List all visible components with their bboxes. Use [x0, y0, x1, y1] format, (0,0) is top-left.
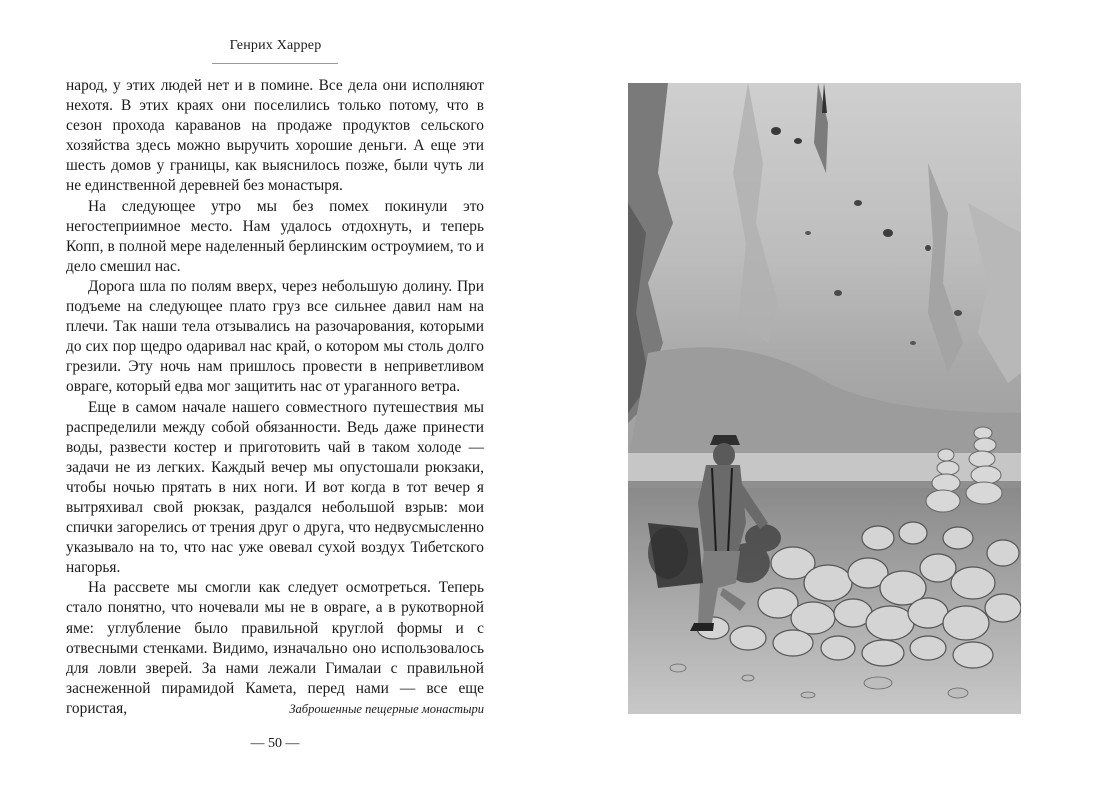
- paragraph: Еще в самом начале нашего совместного путешествия мы распределили между собой обязанности. Ведь даже принести воды, развести костер и приготовить чай в таком холоде — задачи не из легких. Каждый вечер мы опустошали рюкзаки, чтобы ночью прятать в них ноги. И вот когда в тот вечер я вытряхивал свой рюкзак, раздался небольшой взрыв: мои спички загорелись от трения друг о друга, что недвусмысленно указывало на то, что нас уже овевал сухой воздух Тибетского нагорья.: [66, 398, 484, 577]
- body-text: [66, 76, 484, 719]
- photo-caption: Заброшенные пещерные монастыри: [289, 702, 484, 716]
- running-head: Генрих Харрер: [229, 38, 322, 53]
- header-rule: [212, 63, 338, 64]
- photo-illustration: [628, 83, 1021, 714]
- photograph: [628, 83, 1021, 714]
- paragraph: На рассвете мы смогли как следует осмотреться. Теперь стало понятно, что ночевали мы не в овраге, а в рукотворной яме: углубление было правильной круглой формы и с отвесными стенками. Видимо, изначально оно использовалось для ловли зверей. За нами лежали Гималаи с правильной заснеженной пирамидой Камета, перед нами — все еще гористая,: [66, 579, 484, 717]
- page-number: — 50 —: [250, 736, 300, 751]
- paragraph: народ, у этих людей нет и в помине. Все дела они исполняют нехотя. В этих краях они поселились только потому, что в сезон прохода караванов на продаже продуктов сельского хозяйства здесь можно выручить хорошие деньги. А еще эти шесть домов у границы, как выяснилось позже, были чуть ли не единственной деревней без монастыря.: [66, 77, 484, 195]
- paragraph: На следующее утро мы без помех покинули это негостеприимное место. Нам удалось отдохнуть, и теперь Копп, в полной мере наделенный берлинским остроумием, то и дело смешил нас.: [66, 197, 484, 275]
- paragraph: Дорога шла по полям вверх, через небольшую долину. При подъеме на следующее плато груз все сильнее давил нам на плечи. Так наши тела отзывались на разочарования, которыми до сих пор щедро одаривал нас край, о котором мы столь долго грезили. Эту ночь нам пришлось провести в неприветливом овраге, который едва мог защитить нас от ураганного ветра.: [66, 277, 484, 396]
